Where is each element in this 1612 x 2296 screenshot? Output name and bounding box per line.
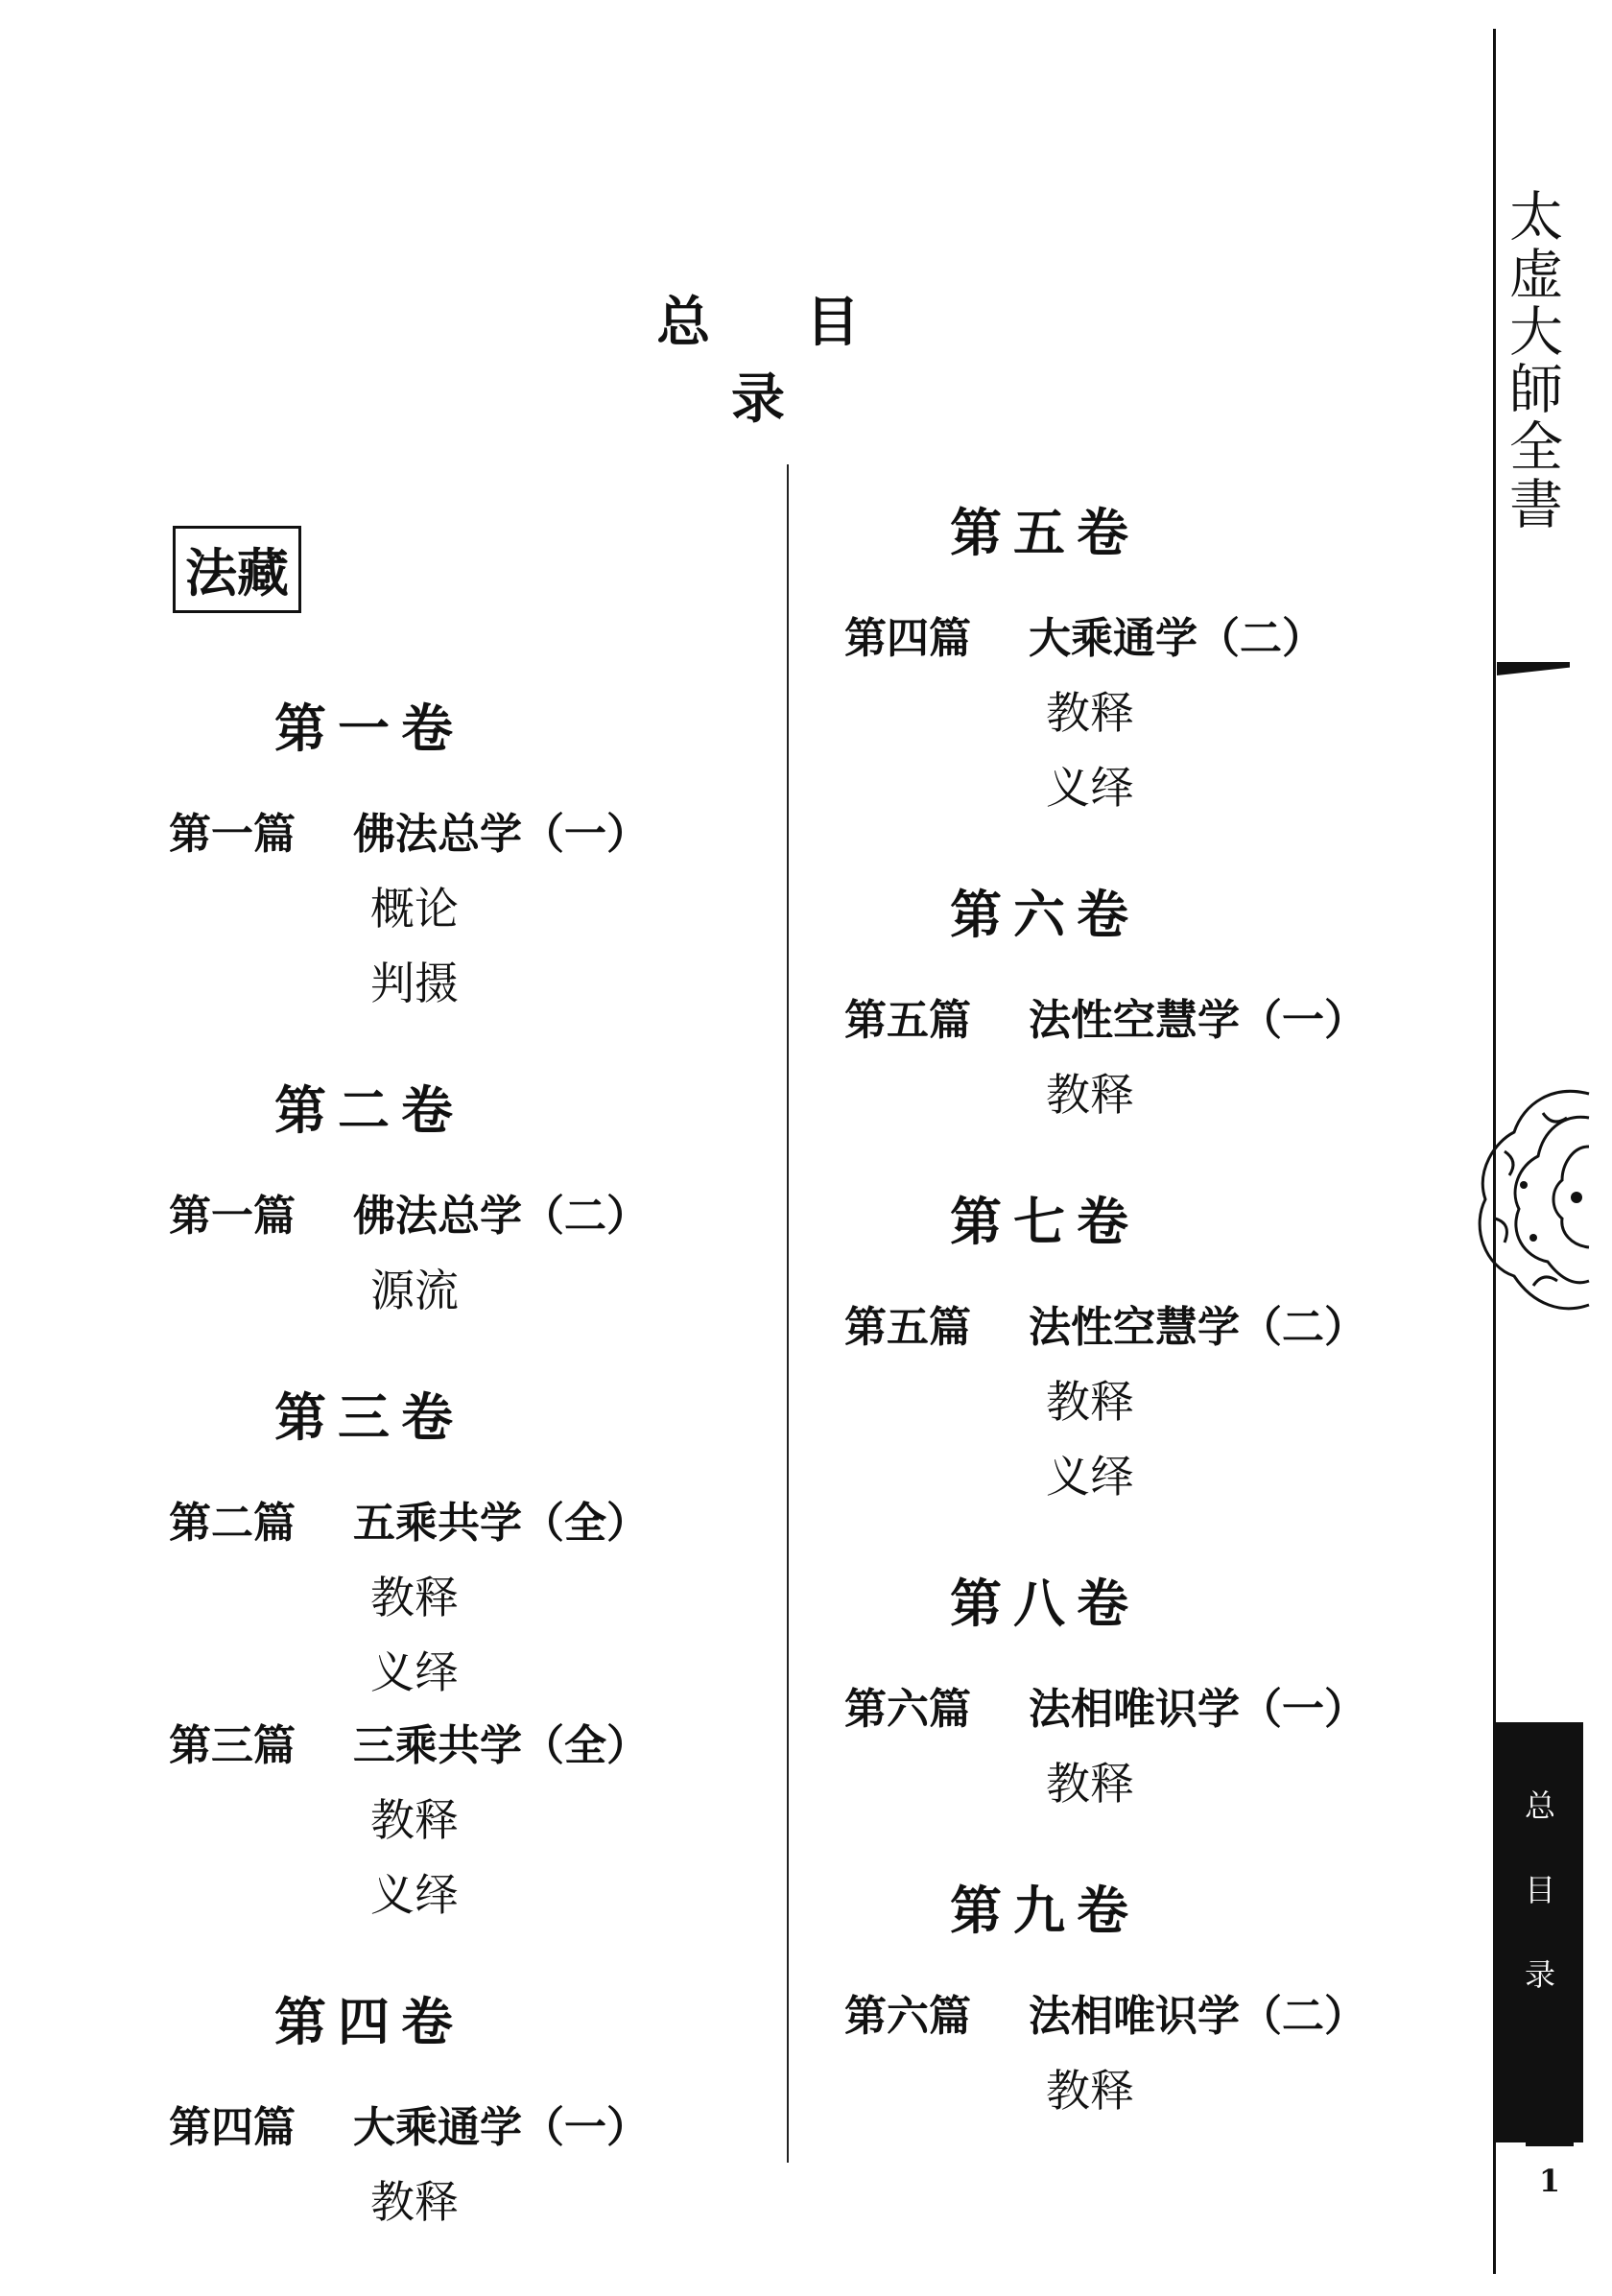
volume-heading: 第二卷	[274, 1079, 464, 1141]
sub-entry: 源流	[370, 1265, 459, 1316]
volume-heading: 第九卷	[950, 1880, 1140, 1941]
volume-heading: 第六卷	[950, 884, 1140, 945]
chapter-number: 第二篇	[169, 1499, 296, 1548]
chapter-title: 三乘共学（全）	[353, 1721, 649, 1770]
right-column	[844, 489, 1458, 2128]
flower-ornament-icon	[1466, 1075, 1591, 1334]
column-divider	[787, 464, 789, 2163]
chapter-number: 第五篇	[844, 1303, 971, 1352]
chapter-number: 第六篇	[844, 1992, 971, 2041]
chapter-number: 第一篇	[169, 810, 296, 859]
chapter-number: 第四篇	[844, 614, 971, 663]
chapter-number: 第一篇	[169, 1192, 296, 1241]
volume-heading: 第三卷	[274, 1386, 464, 1448]
sub-entry: 教释	[370, 1572, 459, 1623]
sub-entry: 教释	[1046, 2065, 1134, 2117]
chapter-entry	[169, 798, 764, 871]
sub-entry: 义绎	[1046, 1451, 1134, 1503]
chapter-title: 佛法总学（一）	[353, 810, 649, 859]
sub-entry: 教释	[370, 2176, 459, 2228]
volume-heading: 第五卷	[950, 502, 1140, 563]
chapter-number: 第四篇	[169, 2103, 296, 2152]
side-title: 太虚大師全書	[1501, 188, 1563, 533]
volume-heading: 第一卷	[274, 698, 464, 759]
chapter-title: 法性空慧学（一）	[1029, 996, 1366, 1045]
chapter-entry	[844, 603, 1458, 675]
sub-entry: 教释	[1046, 1376, 1134, 1428]
chapter-title: 大乘通学（二）	[1029, 614, 1324, 663]
chapter-entry	[844, 1291, 1458, 1364]
page-number: 1	[1538, 2163, 1561, 2199]
chapter-number: 第六篇	[844, 1685, 971, 1734]
sub-entry: 概论	[370, 883, 459, 935]
volume-heading: 第八卷	[950, 1573, 1140, 1634]
left-column	[169, 685, 764, 2239]
volume-heading: 第七卷	[950, 1191, 1140, 1252]
chapter-entry	[169, 2092, 764, 2165]
section-label: 法藏	[173, 526, 301, 613]
sub-entry: 判摄	[370, 958, 459, 1009]
chapter-number: 第五篇	[844, 996, 971, 1045]
sub-entry: 义绎	[370, 1869, 459, 1921]
chapter-entry	[169, 1710, 764, 1783]
side-tab-block	[1493, 1722, 1583, 2142]
sub-entry: 义绎	[1046, 762, 1134, 814]
chapter-title: 法相唯识学（二）	[1029, 1992, 1366, 2041]
side-tab-rule	[1526, 2142, 1574, 2146]
sub-entry: 义绎	[370, 1646, 459, 1698]
volume-heading: 第四卷	[274, 1991, 464, 2052]
chapter-entry	[844, 1673, 1458, 1746]
chapter-title: 法性空慧学（二）	[1029, 1303, 1366, 1352]
side-tab-label: 总目录	[1520, 1789, 1556, 2043]
chapter-entry	[169, 1180, 764, 1253]
chapter-entry	[844, 984, 1458, 1057]
sub-entry: 教释	[1046, 1758, 1134, 1810]
sub-entry: 教释	[370, 1794, 459, 1846]
chapter-title: 佛法总学（二）	[353, 1192, 649, 1241]
chapter-number: 第三篇	[169, 1721, 296, 1770]
side-bar	[1497, 662, 1570, 675]
chapter-entry	[169, 1487, 764, 1560]
sub-entry: 教释	[1046, 1069, 1134, 1121]
chapter-entry	[844, 1980, 1458, 2053]
chapter-title: 大乘通学（一）	[353, 2103, 649, 2152]
chapter-title: 五乘共学（全）	[353, 1499, 649, 1548]
chapter-title: 法相唯识学（一）	[1029, 1685, 1366, 1734]
page-title: 总 目 录	[656, 292, 898, 431]
sub-entry: 教释	[1046, 687, 1134, 739]
